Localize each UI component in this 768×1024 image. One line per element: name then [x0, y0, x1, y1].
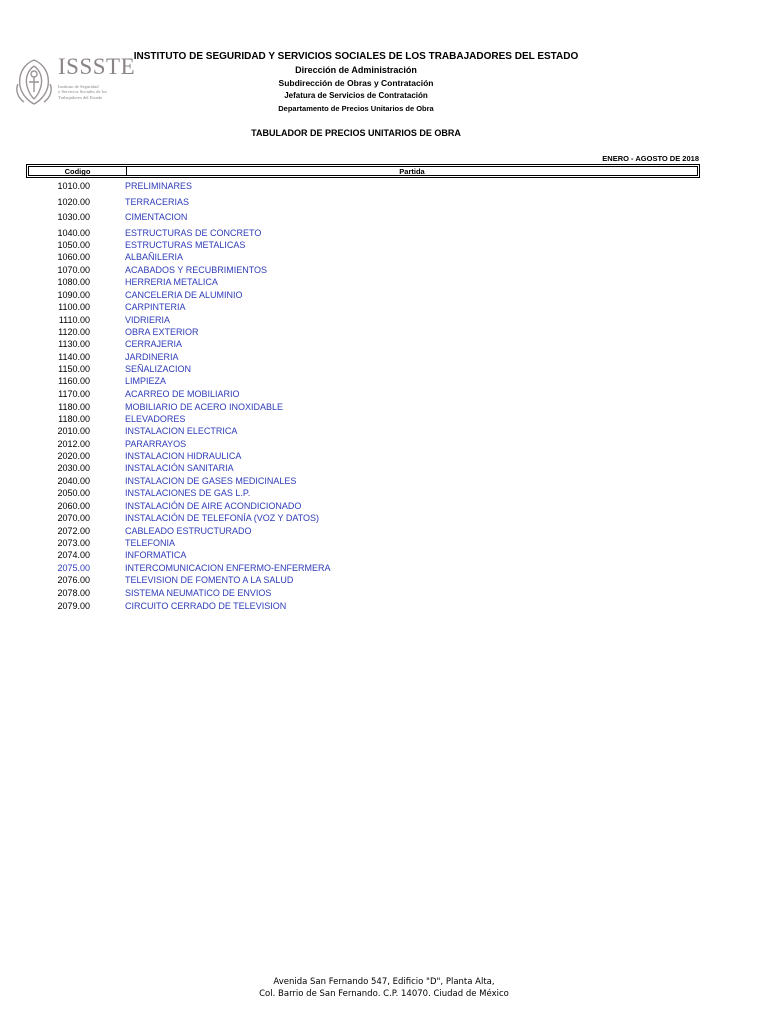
row-partida-link[interactable]: OBRA EXTERIOR	[125, 327, 199, 337]
row-partida-link[interactable]: SISTEMA NEUMATICO DE ENVIOS	[125, 588, 272, 598]
table-row	[0, 290, 768, 301]
table-row	[0, 538, 768, 549]
row-partida-link[interactable]: INTERCOMUNICACION ENFERMO-ENFERMERA	[125, 563, 331, 573]
row-code: 1050.00	[57, 240, 90, 250]
table-row	[0, 463, 768, 474]
row-code: 2078.00	[57, 588, 90, 598]
table-row	[0, 339, 768, 350]
row-partida-link[interactable]: PRELIMINARES	[125, 181, 193, 191]
row-code: 1030.00	[57, 212, 90, 222]
table-row	[0, 588, 768, 599]
issste-logo	[12, 54, 136, 108]
row-partida-link[interactable]: INSTALACIÓN SANITARIA	[125, 463, 234, 473]
row-partida-link[interactable]: CERRAJERIA	[125, 339, 183, 349]
row-code: 2030.00	[57, 463, 90, 473]
header-institute: INSTITUTO DE SEGURIDAD Y SERVICIOS SOCIALES DE LOS TRABAJADORES DEL ESTADO	[133, 51, 579, 62]
row-partida-link[interactable]: LIMPIEZA	[125, 376, 167, 386]
table-row	[0, 488, 768, 499]
table-row	[0, 451, 768, 462]
table-row	[0, 550, 768, 561]
row-code: 2074.00	[57, 550, 90, 560]
row-partida-link[interactable]: ACARREO DE MOBILIARIO	[125, 389, 240, 399]
row-partida-link[interactable]: ELEVADORES	[125, 414, 186, 424]
logo-subtitle-line: Trabajadores del Estado	[58, 94, 103, 100]
row-code: 1120.00	[58, 327, 90, 337]
row-partida-link[interactable]: JARDINERIA	[125, 352, 179, 362]
table-row	[0, 315, 768, 326]
row-partida-link[interactable]: TERRACERIAS	[125, 197, 190, 207]
row-partida-link[interactable]: ACABADOS Y RECUBRIMIENTOS	[125, 265, 268, 275]
row-partida-link[interactable]: INFORMATICA	[125, 550, 187, 560]
logo-name: ISSSTE	[58, 54, 136, 79]
row-partida-link[interactable]: SEÑALIZACION	[125, 364, 192, 374]
row-code: 2070.00	[57, 513, 90, 523]
table-row	[0, 240, 768, 251]
row-code: 2012.00	[57, 439, 90, 449]
row-partida-link[interactable]: MOBILIARIO DE ACERO INOXIDABLE	[125, 402, 284, 412]
period-label: ENERO - AGOSTO DE 2018	[602, 154, 699, 163]
column-header-code: Codigo	[29, 167, 127, 175]
column-header-partida: Partida	[399, 167, 425, 176]
row-partida-link[interactable]: INSTALACION ELECTRICA	[125, 426, 238, 436]
table-row	[0, 277, 768, 288]
row-code: 1160.00	[58, 376, 90, 386]
row-code: 1040.00	[57, 228, 90, 238]
row-partida-link[interactable]: ESTRUCTURAS METALICAS	[125, 240, 246, 250]
footer-address	[180, 976, 588, 996]
table-row	[0, 212, 768, 223]
row-code: 1010.00	[57, 181, 90, 191]
table-row	[0, 439, 768, 450]
table-row	[0, 389, 768, 400]
table-row	[0, 501, 768, 512]
row-partida-link[interactable]: ESTRUCTURAS DE CONCRETO	[125, 228, 262, 238]
row-code: 1100.00	[58, 302, 90, 312]
header-department: Departamento de Precios Unitarios de Obra	[278, 104, 434, 113]
table-row	[0, 302, 768, 313]
row-code: 2060.00	[57, 501, 90, 511]
row-code: 1170.00	[58, 389, 90, 399]
row-partida-link[interactable]: PARARRAYOS	[125, 439, 187, 449]
row-code: 2079.00	[57, 601, 90, 611]
table-row	[0, 265, 768, 276]
row-partida-link[interactable]: INSTALACION DE GASES MEDICINALES	[125, 476, 297, 486]
row-code[interactable]: 2075.00	[57, 563, 90, 573]
row-partida-link[interactable]: TELEFONIA	[125, 538, 176, 548]
row-code: 1180.00	[58, 402, 90, 412]
table-header	[26, 164, 700, 178]
logo-subtitle	[58, 84, 130, 100]
row-code: 2020.00	[57, 451, 90, 461]
table-row	[0, 352, 768, 363]
row-code: 1180.00	[58, 414, 90, 424]
row-partida-link[interactable]: INSTALACIONES DE GAS L.P.	[125, 488, 251, 498]
table-row	[0, 476, 768, 487]
table-row	[0, 575, 768, 586]
row-code: 2040.00	[57, 476, 90, 486]
row-code: 1110.00	[58, 315, 90, 325]
row-code: 1060.00	[57, 252, 90, 262]
table-row	[0, 563, 768, 574]
table-row	[0, 414, 768, 425]
header-direction: Dirección de Administración	[295, 65, 417, 75]
row-partida-link[interactable]: ALBAÑILERIA	[125, 252, 184, 262]
row-partida-link[interactable]: CIMENTACION	[125, 212, 188, 222]
issste-emblem-icon	[12, 54, 56, 108]
row-partida-link[interactable]: INSTALACIÓN DE TELEFONÍA (VOZ Y DATOS)	[125, 513, 320, 523]
table-row	[0, 364, 768, 375]
row-partida-link[interactable]: CIRCUITO CERRADO DE TELEVISION	[125, 601, 287, 611]
row-code: 2076.00	[57, 575, 90, 585]
row-partida-link[interactable]: CARPINTERIA	[125, 302, 186, 312]
footer-line: Avenida San Fernando 547, Edificio "D", Planta Alta,	[273, 977, 495, 987]
row-code: 1020.00	[57, 197, 90, 207]
logo-subtitle-line: Instituto de Seguridad	[58, 84, 99, 89]
row-partida-link[interactable]: INSTALACIÓN DE AIRE ACONDICIONADO	[125, 501, 302, 511]
document-title: TABULADOR DE PRECIOS UNITARIOS DE OBRA	[251, 128, 461, 138]
row-code: 1140.00	[58, 352, 90, 362]
table-row	[0, 513, 768, 524]
header-subdirection: Subdirección de Obras y Contratación	[278, 78, 434, 88]
header-office: Jefatura de Servicios de Contratación	[284, 91, 428, 100]
row-partida-link[interactable]: TELEVISION DE FOMENTO A LA SALUD	[125, 575, 294, 585]
row-code: 1070.00	[57, 265, 90, 275]
row-code: 1090.00	[57, 290, 90, 300]
row-code: 1130.00	[58, 339, 90, 349]
table-row	[0, 426, 768, 437]
row-code: 1150.00	[58, 364, 90, 374]
table-row	[0, 601, 768, 612]
row-partida-link[interactable]: CANCELERIA DE ALUMINIO	[125, 290, 243, 300]
table-row	[0, 228, 768, 239]
table-row	[0, 526, 768, 537]
row-code: 2072.00	[57, 526, 90, 536]
row-partida-link[interactable]: CABLEADO ESTRUCTURADO	[125, 526, 252, 536]
row-partida-link[interactable]: VIDRIERIA	[125, 315, 171, 325]
row-code: 2010.00	[57, 426, 90, 436]
row-code: 2073.00	[57, 538, 90, 548]
row-code: 2050.00	[57, 488, 90, 498]
table-row	[0, 252, 768, 263]
logo-subtitle-line: y Servicios Sociales de los	[58, 89, 107, 95]
row-code: 1080.00	[57, 277, 90, 287]
footer-line: Col. Barrio de San Fernando, C.P. 14070, Ciudad de México	[259, 989, 509, 996]
table-row	[0, 197, 768, 208]
table-row	[0, 327, 768, 338]
row-partida-link[interactable]: HERRERIA METALICA	[125, 277, 218, 287]
row-partida-link[interactable]: INSTALACION HIDRAULICA	[125, 451, 242, 461]
table-row	[0, 402, 768, 413]
table-row	[0, 376, 768, 387]
table-row	[0, 181, 768, 192]
